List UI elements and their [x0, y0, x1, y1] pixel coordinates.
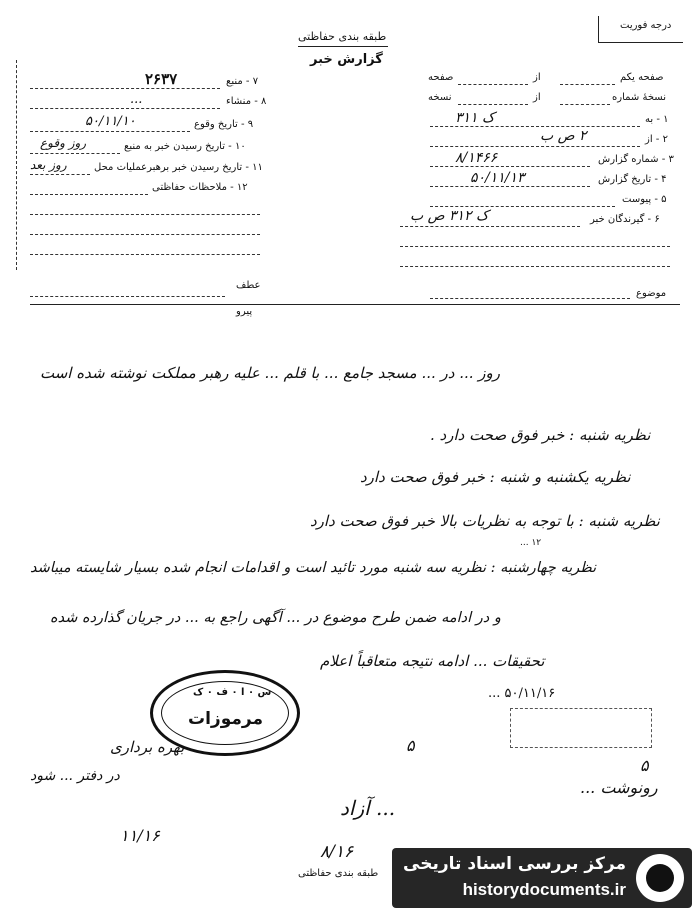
watermark-banner	[392, 848, 692, 908]
body-line-3: نظریه یکشنبه و شنبه : خبر فوق صحت دارد	[360, 468, 631, 486]
urgency-box	[598, 16, 683, 43]
atf-label: عطف	[236, 280, 261, 291]
urgency-label: درجه فوریت	[620, 20, 672, 31]
receipt-stamp: ۵۰/۱۱/۱۶ ...	[488, 686, 556, 701]
classification-top-line	[298, 46, 388, 47]
field-1-label: ۱ - به	[645, 114, 669, 125]
field-10-label: ۱۰ - تاریخ رسیدن خبر به منبع	[124, 141, 246, 152]
field-9-label: ۹ - تاریخ وقوع	[194, 119, 254, 130]
watermark-url: historydocuments.ir	[462, 880, 626, 899]
body-line-5: نظریه چهارشنبه : نظریه سه شنبه مورد تائید است و اقدامات انجام شده بسیار شایسته میباشد	[30, 560, 597, 576]
center-note: ۵	[406, 736, 415, 755]
field-12-label: ۱۲ - ملاحظات حفاظتی	[152, 182, 248, 193]
stamp-text: مرموزات	[188, 709, 263, 729]
stamp-code: س ۰ ا ۰ ف ۰ ک	[193, 687, 272, 698]
field-7-label: ۷ - منبع	[226, 76, 259, 87]
field-4-label: ۴ - تاریخ گزارش	[598, 174, 667, 185]
body-line-1: روز ... در ... مسجد جامع ... با قلم ... علیه رهبر مملکت نوشته شده است	[40, 364, 501, 382]
field-5-label: ۵ - پیوست	[622, 194, 667, 205]
field-3-label: ۳ - شماره گزارش	[598, 154, 674, 165]
field-4-value: ۵۰/۱۱/۱۳	[470, 170, 525, 186]
body-line-6: و در ادامه ضمن طرح موضوع در ... آگهی راجع به ... در جریان گذارده شده	[50, 610, 501, 626]
field-6-label: ۶ - گیرندگان خبر	[590, 214, 660, 225]
body-line-2: نظریه شنبه : خبر فوق صحت دارد .	[430, 426, 651, 444]
body-line-7: تحقیقات ... ادامه نتیجه متعاقباً اعلام	[320, 652, 545, 670]
left-note: بهره برداری	[110, 738, 185, 756]
receipt-box	[510, 708, 652, 748]
center-sign: ... آزاد	[340, 796, 396, 820]
classification-bottom: طبقه بندی حفاظتی	[298, 868, 379, 879]
field-10-value: روز وقوع	[40, 136, 87, 150]
field-9-value: ۵۰/۱۱/۱۰	[85, 114, 136, 129]
field-1-value: ک ۳۱۱	[455, 110, 495, 126]
copy-row-copy: نسخهٔ شماره	[612, 92, 666, 103]
center-date: ۸/۱۶	[320, 842, 354, 862]
field-3-value: ۸/۱۴۶۶	[455, 150, 498, 166]
page-row-page: صفحه یکم	[620, 72, 664, 83]
field-8-value: ...	[130, 92, 143, 107]
watermark-title: مرکز بررسی اسناد تاریخی	[403, 854, 626, 874]
copy-row-copy2: نسخه	[428, 92, 452, 103]
classification-top: طبقه بندی حفاظتی	[298, 30, 387, 43]
field-6-value: ک ۳۱۲ ص ب	[410, 208, 489, 224]
page-row-page2: صفحه	[428, 72, 454, 83]
left-date: ۱۱/۱۶	[120, 826, 160, 845]
field-2-value: ۲ ص ب	[540, 128, 587, 144]
body-line-4: نظریه شنبه : با توجه به نظریات بالا خبر فوق صحت دارد	[310, 512, 660, 530]
small-note: ۱۲ ...	[520, 538, 542, 548]
field-8-label: ۸ - منشاء	[226, 96, 267, 107]
field-7-value: ۲۶۳۷	[145, 70, 178, 88]
left-note2: در دفتر ... شود	[30, 768, 120, 784]
page-row-from: از	[533, 72, 541, 83]
field-2-label: ۲ - از	[645, 134, 668, 145]
field-11-value: روز بعد	[30, 158, 67, 172]
field-11-label: ۱۱ - تاریخ رسیدن خبر برهبرعملیات محل	[94, 162, 263, 173]
copy-row-from: از	[533, 92, 541, 103]
archive-logo-icon	[636, 854, 684, 902]
right-sign: رونوشت ...	[580, 778, 658, 797]
right-note: ۵	[640, 756, 649, 775]
peyro-label: پیرو	[236, 306, 253, 317]
subject-label: موضوع	[636, 288, 667, 299]
report-title: گزارش خبر	[310, 52, 383, 67]
